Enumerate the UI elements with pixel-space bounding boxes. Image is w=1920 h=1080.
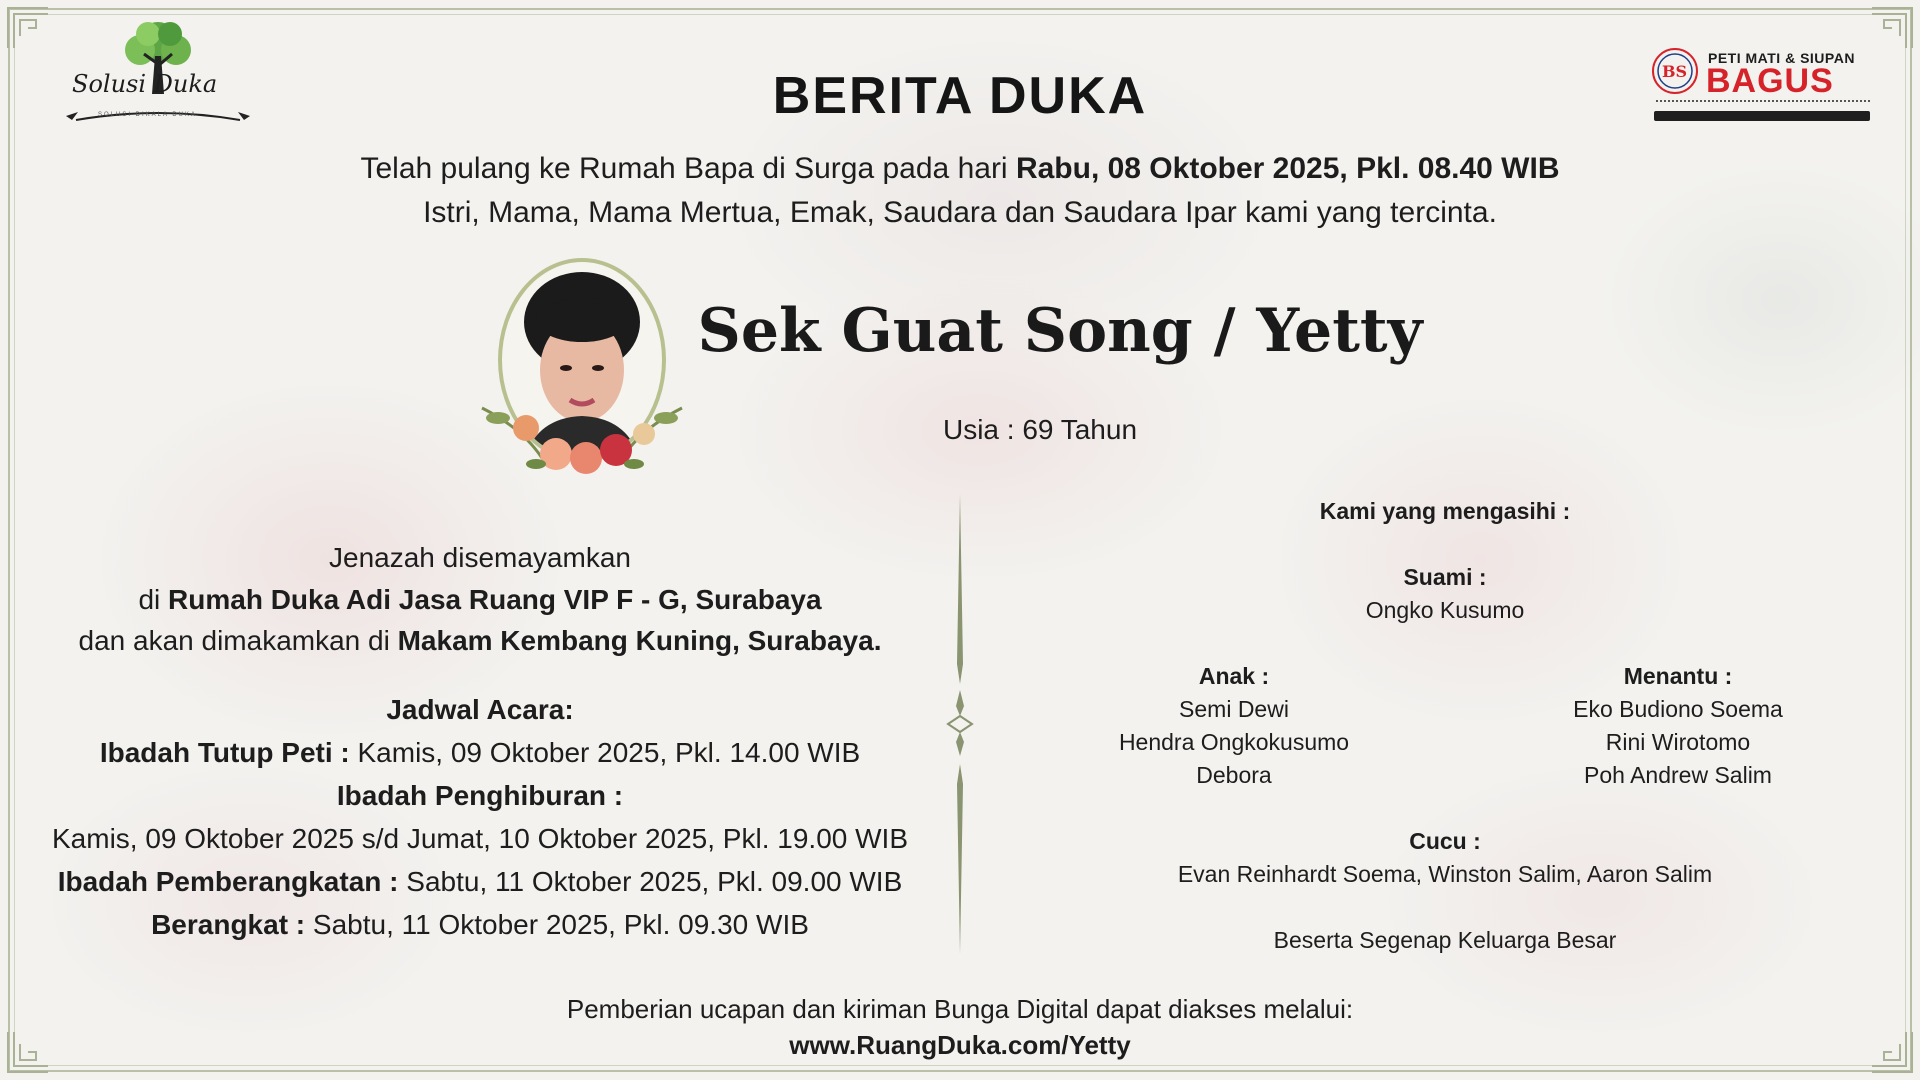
corner-ornament-icon (6, 6, 50, 50)
anak-name: Debora (1196, 762, 1272, 788)
location-prefix: di (138, 584, 169, 615)
menantu-label: Menantu : (1623, 663, 1733, 689)
suami-name: Ongko Kusumo (1365, 597, 1525, 623)
logo-left-text: Solusi Duka (72, 70, 218, 98)
menantu-name: Rini Wirotomo (1605, 729, 1751, 755)
family-closing: Beserta Segenap Keluarga Besar (1273, 927, 1617, 953)
schedule-pemberangkatan (20, 866, 940, 898)
intro-line-2: Istri, Mama, Mama Mertua, Emak, Saudara dan Saudara Ipar kami yang tercinta. (423, 196, 1497, 229)
schedule-penghiburan-value: Kamis, 09 Oktober 2025 s/d Jumat, 10 Oktober 2025, Pkl. 19.00 WIB (52, 823, 908, 854)
intro-prefix: Telah pulang ke Rumah Bapa di Surga pada hari (360, 152, 1016, 185)
location-line-2 (20, 584, 940, 616)
footer-url-link[interactable]: www.RuangDuka.com/Yetty (789, 1030, 1131, 1060)
burial-place: Makam Kembang Kuning, Surabaya. (397, 625, 882, 656)
location-line-1: Jenazah disemayamkan (329, 542, 631, 573)
deceased-name: Sek Guat Song / Yetty (697, 296, 1423, 366)
schedule-berangkat (20, 909, 940, 941)
family-heading: Kami yang mengasihi : (1319, 498, 1571, 524)
logo-left-tagline: SOLUSI DIKALA DUKA (98, 112, 198, 118)
schedule-penghiburan-label: Ibadah Penghiburan : (336, 780, 624, 811)
deceased-age: Usia : 69 Tahun (942, 414, 1138, 445)
footer-text: Pemberian ucapan dan kiriman Bunga Digital dapat diakses melalui: (566, 994, 1354, 1024)
schedule-label: Ibadah Tutup Peti : (99, 737, 358, 768)
page-title: BERITA DUKA (772, 67, 1148, 125)
schedule-heading: Jadwal Acara: (386, 694, 574, 725)
ornamental-divider-icon (940, 494, 980, 954)
portrait-photo (462, 258, 702, 498)
location-line-3 (20, 625, 940, 657)
anak-label: Anak : (1198, 663, 1270, 689)
funeral-home: Rumah Duka Adi Jasa Ruang VIP F - G, Surabaya (168, 584, 822, 615)
burial-prefix: dan akan dimakamkan di (78, 625, 398, 656)
intro-line-1 (0, 152, 1920, 186)
anak-name: Semi Dewi (1179, 696, 1289, 722)
cucu-label: Cucu : (1409, 828, 1481, 854)
schedule-value: Kamis, 09 Oktober 2025, Pkl. 14.00 WIB (357, 737, 861, 768)
schedule-tutup-peti (20, 737, 940, 769)
schedule-label: Berangkat : (151, 909, 313, 940)
intro-date: Rabu, 08 Oktober 2025, Pkl. 08.40 WIB (1015, 152, 1560, 185)
schedule-value: Sabtu, 11 Oktober 2025, Pkl. 09.00 WIB (406, 866, 903, 897)
corner-ornament-icon (1870, 6, 1914, 50)
anak-name: Hendra Ongkokusumo (1118, 729, 1350, 755)
schedule-value: Sabtu, 11 Oktober 2025, Pkl. 09.30 WIB (312, 909, 809, 940)
menantu-name: Poh Andrew Salim (1584, 762, 1772, 788)
cucu-names: Evan Reinhardt Soema, Winston Salim, Aaron Salim (1177, 861, 1713, 887)
bagus-seal-text: BS (1662, 62, 1688, 81)
menantu-name: Eko Budiono Soema (1573, 696, 1783, 722)
logo-right-main: BAGUS (1706, 62, 1834, 100)
suami-label: Suami : (1403, 564, 1487, 590)
schedule-label: Ibadah Pemberangkatan : (57, 866, 407, 897)
logo-right-top: PETI MATI & SIUPAN (1708, 50, 1855, 66)
